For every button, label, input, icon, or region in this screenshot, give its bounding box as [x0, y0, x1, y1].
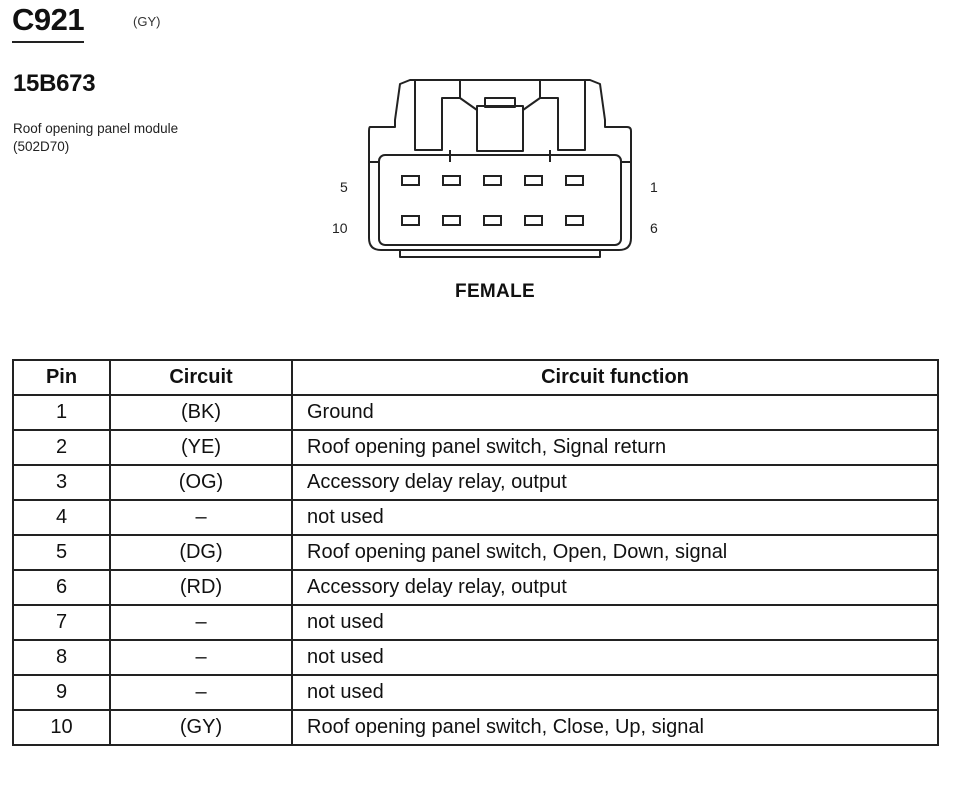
pin-cavity	[484, 176, 501, 185]
pin-cell: 7	[13, 605, 110, 640]
header-pin: Pin	[13, 360, 110, 395]
circuit-cell: (DG)	[110, 535, 292, 570]
pin-cavity	[566, 216, 583, 225]
table-header-row	[13, 360, 938, 395]
part-number: 15B673	[13, 70, 96, 97]
circuit-cell: –	[110, 640, 292, 675]
connector-lock-tab	[477, 106, 523, 151]
pin-cavity	[402, 176, 419, 185]
table-row	[13, 640, 938, 675]
table-row	[13, 500, 938, 535]
circuit-cell: (YE)	[110, 430, 292, 465]
table-row	[13, 605, 938, 640]
connector-latch-left	[415, 80, 460, 150]
function-cell: Ground	[292, 395, 938, 430]
circuit-cell: (GY)	[110, 710, 292, 745]
pin-label-bottom-left: 10	[332, 220, 348, 236]
function-cell: Accessory delay relay, output	[292, 465, 938, 500]
connector-gender-label: FEMALE	[455, 281, 535, 302]
pin-cavity	[525, 216, 542, 225]
function-cell: not used	[292, 500, 938, 535]
pin-cavity	[443, 176, 460, 185]
pin-cavity	[566, 176, 583, 185]
pin-cell: 10	[13, 710, 110, 745]
pin-cavity	[484, 216, 501, 225]
header-circuit-function: Circuit function	[292, 360, 938, 395]
pin-cell: 6	[13, 570, 110, 605]
connector-inner-face	[379, 155, 621, 245]
pin-label-top-left: 5	[340, 179, 348, 195]
connector-base	[400, 250, 600, 257]
table-row	[13, 675, 938, 710]
function-cell: Roof opening panel switch, Close, Up, signal	[292, 710, 938, 745]
circuit-cell: (OG)	[110, 465, 292, 500]
circuit-cell: –	[110, 605, 292, 640]
pin-cavity	[525, 176, 542, 185]
connector-color-code: (GY)	[133, 14, 161, 29]
pin-cell: 2	[13, 430, 110, 465]
function-cell: not used	[292, 640, 938, 675]
header-circuit: Circuit	[110, 360, 292, 395]
component-description: Roof opening panel module (502D70)	[13, 121, 179, 154]
table-row	[13, 465, 938, 500]
function-cell: Accessory delay relay, output	[292, 570, 938, 605]
pin-label-top-right: 1	[650, 179, 658, 195]
table-row	[13, 430, 938, 465]
function-cell: Roof opening panel switch, Open, Down, signal	[292, 535, 938, 570]
circuit-cell: –	[110, 675, 292, 710]
connector-id: C921	[12, 2, 84, 43]
pin-cavity	[402, 216, 419, 225]
pin-cell: 1	[13, 395, 110, 430]
pin-cell: 9	[13, 675, 110, 710]
connector-latch-right	[540, 80, 585, 150]
circuit-cell: –	[110, 500, 292, 535]
circuit-cell: (BK)	[110, 395, 292, 430]
function-cell: not used	[292, 605, 938, 640]
pin-cavity	[443, 216, 460, 225]
table-row	[13, 710, 938, 745]
pin-label-bottom-right: 6	[650, 220, 658, 236]
circuit-cell: (RD)	[110, 570, 292, 605]
pin-cell: 3	[13, 465, 110, 500]
table-row	[13, 535, 938, 570]
pinout-table	[12, 359, 939, 746]
pin-cell: 8	[13, 640, 110, 675]
function-cell: not used	[292, 675, 938, 710]
pin-cell: 4	[13, 500, 110, 535]
table-row	[13, 395, 938, 430]
table-row	[13, 570, 938, 605]
connector-face-diagram	[320, 70, 680, 270]
function-cell: Roof opening panel switch, Signal return	[292, 430, 938, 465]
pin-cell: 5	[13, 535, 110, 570]
